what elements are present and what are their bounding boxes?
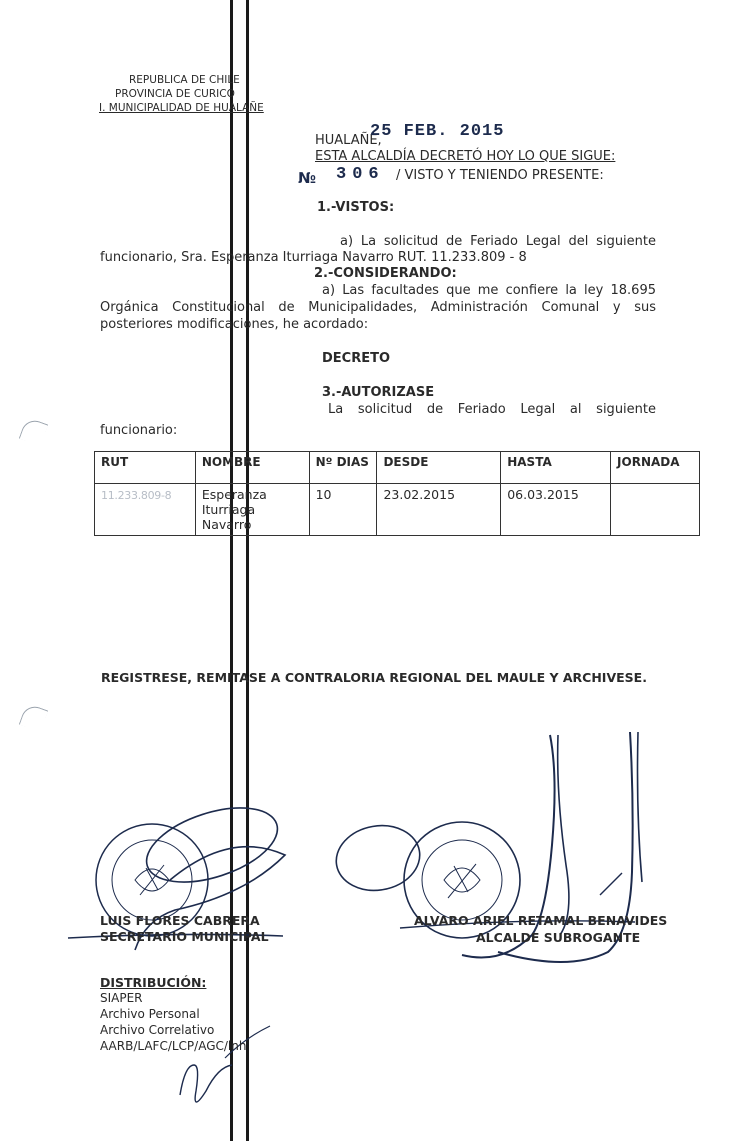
autorizase-heading: 3.-AUTORIZASE	[322, 385, 435, 400]
distribution-item: SIAPER	[100, 991, 143, 1005]
right-signer-title: ALCALDE SUBROGANTE	[476, 930, 641, 945]
cell-desde: 23.02.2015	[377, 484, 501, 536]
column-header-hasta: HASTA	[501, 452, 611, 484]
left-signer-name: LUIS FLORES CABRERA	[100, 913, 260, 928]
decree-place: HUALAÑE,	[315, 133, 382, 148]
column-header-rut: RUT	[95, 452, 196, 484]
considerando-line-1: a) Las facultades que me confiere la ley 18.695	[322, 283, 656, 298]
nombre-third: Navarro	[201, 517, 252, 532]
cell-dias: 10	[309, 484, 377, 536]
column-header-nombre: NOMBRE	[195, 452, 309, 484]
vistos-heading: 1.-VISTOS:	[317, 200, 395, 215]
autorizase-line-1: La solicitud de Feriado Legal al siguiente	[328, 402, 656, 417]
date-stamp: 25 FEB. 2015	[370, 122, 505, 141]
column-header-dias: Nº DIAS	[309, 452, 377, 484]
considerando-line-2: Orgánica Constitucional de Municipalidades, Administración Comunal y sus	[100, 300, 656, 315]
rut-value: 11.233.809-8	[101, 489, 172, 502]
vistos-line-2: funcionario, Sra. Esperanza Iturriaga Navarro RUT. 11.233.809 - 8	[100, 250, 527, 265]
considerando-line-3: posteriores modificaciones, he acordado:	[100, 317, 369, 332]
column-header-jornada: JORNADA	[611, 452, 700, 484]
cell-hasta: 06.03.2015	[501, 484, 611, 536]
letterhead-country: REPUBLICA DE CHILE	[129, 74, 240, 86]
column-header-desde: DESDE	[377, 452, 501, 484]
letterhead-municipality: I. MUNICIPALIDAD DE HUALAÑE	[99, 102, 264, 114]
decree-statement: ESTA ALCALDÍA DECRETÓ HOY LO QUE SIGUE:	[315, 149, 616, 164]
autorizase-line-2: funcionario:	[100, 423, 178, 438]
decree-number: 306	[336, 165, 385, 184]
vistos-line-1: a) La solicitud de Feriado Legal del siguiente	[340, 234, 656, 249]
considerando-heading: 2.-CONSIDERANDO:	[314, 266, 457, 281]
decreto-heading: DECRETO	[322, 351, 391, 366]
visto-text: / VISTO Y TENIENDO PRESENTE:	[396, 168, 604, 183]
nombre-second: Iturriaga	[201, 502, 256, 517]
distribution-heading: DISTRIBUCIÓN:	[100, 975, 207, 990]
left-signer-title: SECRETARIO MUNICIPAL	[100, 929, 269, 944]
distribution-item: Archivo Personal	[100, 1007, 200, 1021]
decree-number-prefix: №	[298, 169, 317, 187]
letterhead-province: PROVINCIA DE CURICO	[115, 88, 235, 100]
right-signer-name: ALVARO ARIEL RETAMAL BENAVIDES	[414, 913, 668, 928]
nombre-first: Esperanza	[201, 487, 267, 502]
closing-statement: REGISTRESE, REMITASE A CONTRALORIA REGIONAL DEL MAULE Y ARCHIVESE.	[101, 670, 647, 685]
distribution-item: AARB/LAFC/LCP/AGC/lnh	[100, 1039, 247, 1053]
initials-scribble	[180, 1026, 270, 1102]
distribution-item: Archivo Correlativo	[100, 1023, 215, 1037]
